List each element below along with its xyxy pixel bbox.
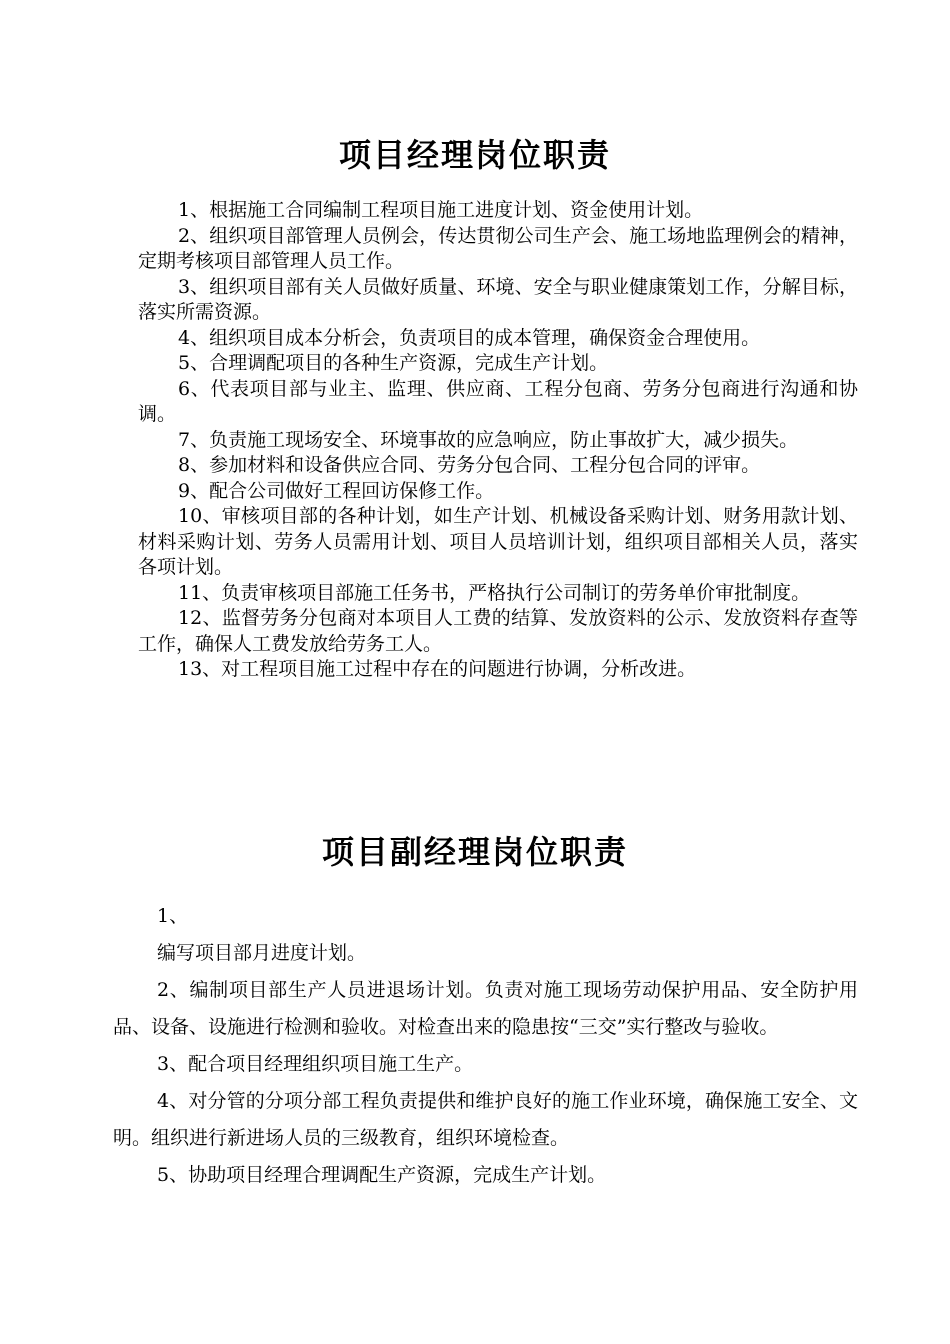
duty-item: 3、组织项目部有关人员做好质量、环境、安全与职业健康策划工作，分解目标，落实所需资源。 [138,275,858,323]
duty-item: 5、协助项目经理合理调配生产资源，完成生产计划。 [157,1164,607,1186]
duty-item: 6、代表项目部与业主、监理、供应商、工程分包商、劳务分包商进行沟通和协调。 [138,377,858,425]
project-manager-duties [138,198,858,683]
duty-item: 4、对分管的分项分部工程负责提供和维护良好的施工作业环境，确保施工安全、文明。组织进行新进场人员的三级教育，组织环境检查。 [113,1090,858,1149]
duty-item: 8、参加材料和设备供应合同、劳务分包合同、工程分包合同的评审。 [178,454,761,476]
duty-item: 12、监督劳务分包商对本项目人工费的结算、发放资料的公示、发放资料存查等工作，确保人工费发放给劳务工人。 [138,607,858,655]
duty-item: 7、负责施工现场安全、环境事故的应急响应，防止事故扩大，减少损失。 [178,428,799,451]
duty-item: 编写项目部月进度计划。 [157,942,367,964]
duty-item: 3、配合项目经理组织项目施工生产。 [157,1053,474,1075]
section-title-deputy-manager: 项目副经理岗位职责 [321,833,628,871]
duty-item: 4、组织项目成本分析会，负责项目的成本管理，确保资金合理使用。 [178,326,761,349]
duty-item: 1、根据施工合同编制工程项目施工进度计划、资金使用计划。 [178,199,704,221]
duty-item: 2、编制项目部生产人员进退场计划。负责对施工现场劳动保护用品、安全防护用品、设备、设施进行检测和验收。对检查出来的隐患按“三交”实行整改与验收。 [113,979,858,1038]
duty-item: 5、合理调配项目的各种生产资源，完成生产计划。 [178,352,609,374]
section-title-project-manager: 项目经理岗位职责 [338,136,611,174]
duty-item: 11、负责审核项目部施工任务书，严格执行公司制订的劳务单价审批制度。 [178,581,811,604]
deputy-manager-duties [113,898,858,1194]
duty-item: 2、组织项目部管理人员例会，传达贯彻公司生产会、施工场地监理例会的精神，定期考核项目部管理人员工作。 [138,224,858,272]
duty-item: 13、对工程项目施工过程中存在的问题进行协调，分析改进。 [178,658,697,680]
duty-item: 10、审核项目部的各种计划，如生产计划、机械设备采购计划、财务用款计划、材料采购计划、劳务人员需用计划、项目人员培训计划，组织项目部相关人员，落实各项计划。 [138,505,858,578]
duty-item: 1、 [157,905,189,927]
duty-item: 9、配合公司做好工程回访保修工作。 [178,479,495,502]
